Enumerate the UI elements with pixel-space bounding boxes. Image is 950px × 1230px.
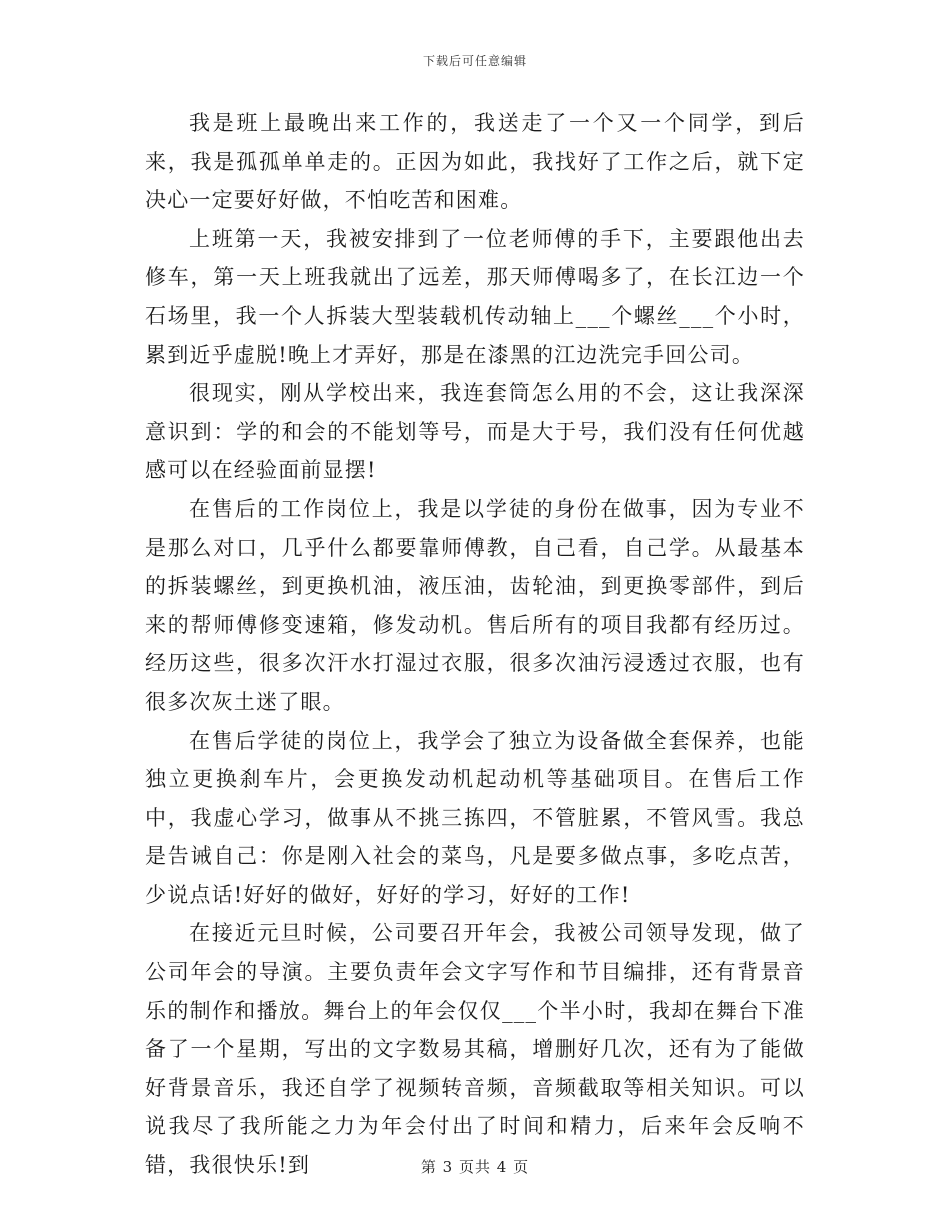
paragraph-1: 我是班上最晚出来工作的，我送走了一个又一个同学，到后来，我是孤孤单单走的。正因为如此，我找好了工作之后，就下定决心一定要好好做，不怕吃苦和困难。 (145, 111, 805, 213)
paragraph-4: 在售后的工作岗位上，我是以学徒的身份在做事，因为专业不是那么对口，几乎什么都要靠师傅教，自己看，自己学。从最基本的拆装螺丝，到更换机油，液压油，齿轮油，到更换零部件，到后来的帮师傅修变速箱，修发动机。售后所有的项目我都有经历过。经历这些，很多次汗水打湿过衣服，很多次油污浸透过衣服，也有很多次灰土迷了眼。 (145, 496, 805, 714)
paragraph-3: 很现实，刚从学校出来，我连套筒怎么用的不会，这让我深深意识到：学的和会的不能划等号，而是大于号，我们没有任何优越感可以在经验面前显摆! (145, 381, 805, 483)
paragraph-5: 在售后学徒的岗位上，我学会了独立为设备做全套保养，也能独立更换刹车片，会更换发动机起动机等基础项目。在售后工作中，我虚心学习，做事从不挑三拣四，不管脏累，不管风雪。我总是告诫自己：你是刚入社会的菜鸟，凡是要多做点事，多吃点苦，少说点话!好好的做好，好好的学习，好好的工作! (145, 728, 805, 907)
page-header: 下载后可任意编辑 (422, 54, 527, 68)
paragraph-2: 上班第一天，我被安排到了一位老师傅的手下，主要跟他出去修车，第一天上班我就出了远差，那天师傅喝多了，在长江边一个石场里，我一个人拆装大型装载机传动轴上___个螺丝___个小时，累到近乎虚脱!晚上才弄好，那是在漆黑的江边洗完手回公司。 (145, 226, 805, 367)
paragraph-6: 在接近元旦时候，公司要召开年会，我被公司领导发现，做了公司年会的导演。主要负责年会文字写作和节目编排，还有背景音乐的制作和播放。舞台上的年会仅仅___个半小时，我却在舞台下准备了一个星期，写出的文字数易其稿，增删好几次，还有为了能做好背景音乐，我还自学了视频转音频，音频截取等相关知识。可以说我尽了我所能之力为年会付出了时间和精力，后来年会反响不错，我很快乐!到 (145, 921, 805, 1178)
document-body (145, 104, 805, 1185)
page-number: 第 3 页共 4 页 (420, 1158, 530, 1176)
